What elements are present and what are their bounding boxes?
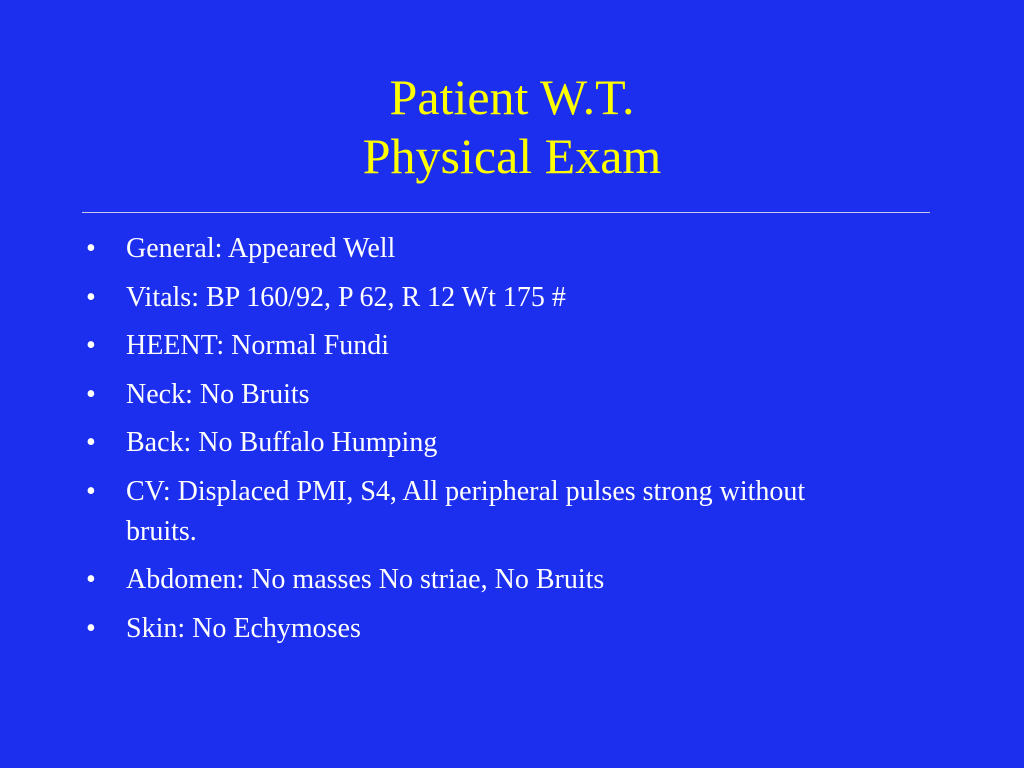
bullet-icon: •	[86, 564, 96, 595]
bullet-text: Skin: No Echymoses	[126, 612, 361, 644]
bullet-text: Abdomen: No masses No striae, No Bruits	[126, 564, 605, 595]
title-line-2: Physical Exam	[362, 128, 662, 184]
bullet-list	[86, 229, 876, 657]
bullet-item-skin	[86, 609, 876, 649]
bullet-icon: •	[86, 612, 96, 644]
title-divider	[82, 212, 930, 213]
bullet-text: Vitals: BP 160/92, P 62, R 12 Wt 175 #	[126, 281, 566, 313]
bullet-item-neck	[86, 375, 876, 415]
bullet-text: CV: Displaced PMI, S4, All peripheral pulses strong without bruits.	[126, 475, 806, 547]
bullet-icon: •	[86, 281, 96, 313]
bullet-item-vitals	[86, 278, 876, 318]
bullet-icon: •	[86, 378, 96, 410]
bullet-icon: •	[86, 427, 96, 458]
slide-title	[0, 68, 1024, 186]
bullet-item-heent	[86, 326, 876, 366]
bullet-icon: •	[86, 475, 96, 507]
bullet-text: Neck: No Bruits	[126, 378, 310, 410]
bullet-item-abdomen	[86, 560, 876, 600]
bullet-icon: •	[86, 233, 96, 264]
bullet-icon: •	[86, 330, 96, 361]
bullet-text: Back: No Buffalo Humping	[126, 427, 438, 458]
bullet-item-back	[86, 423, 876, 463]
title-line-1: Patient W.T.	[389, 69, 635, 125]
bullet-text: General: Appeared Well	[126, 233, 396, 264]
bullet-item-cv	[86, 472, 876, 552]
bullet-item-general	[86, 229, 876, 269]
bullet-text: HEENT: Normal Fundi	[126, 330, 390, 361]
